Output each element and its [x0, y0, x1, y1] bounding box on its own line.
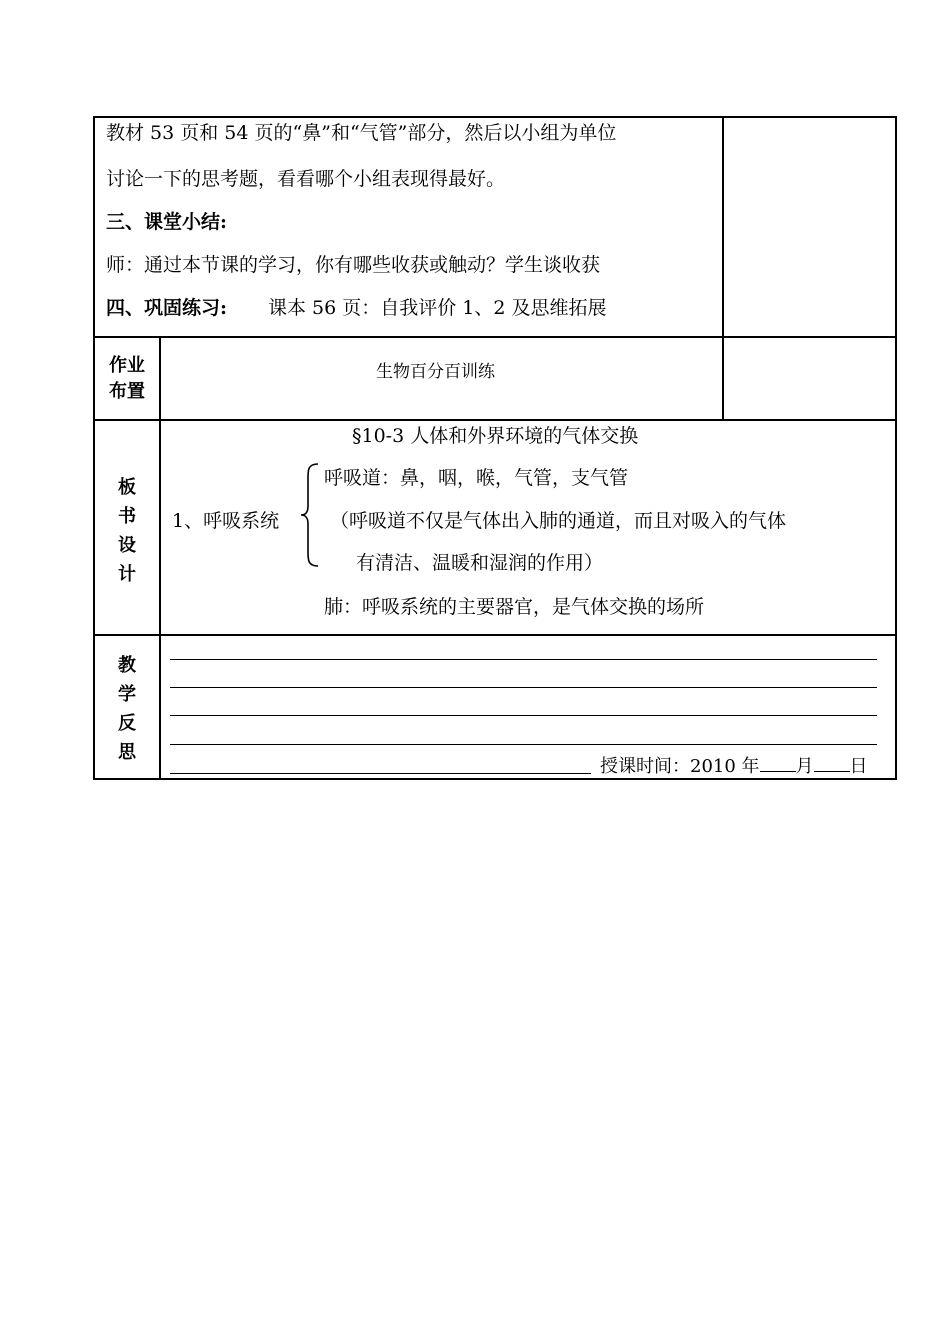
- lesson-date-prefix: 授课时间：2010 年: [600, 756, 760, 777]
- lesson-date: [600, 753, 868, 779]
- respiratory-tract-note: 有清洁、温暖和湿润的作用）: [356, 552, 604, 574]
- reflection-label-char: 思: [118, 742, 136, 763]
- practice-text: 课本 56 页：自我评价 1、2 及思维拓展: [268, 297, 607, 319]
- reflection-label-char: 学: [118, 684, 136, 705]
- row-divider: [93, 419, 897, 421]
- reflection-label-char: 教: [118, 655, 136, 676]
- board-label-char: 书: [118, 506, 136, 527]
- homework-content: 生物百分百训练: [376, 362, 495, 382]
- board-design-label: [96, 473, 158, 589]
- respiratory-tract-text: 呼吸道：鼻，咽，喉，气管，支气管: [324, 467, 629, 489]
- homework-label-line: 作业: [109, 355, 145, 376]
- reflection-line: [170, 773, 591, 774]
- reflection-label-char: 反: [118, 713, 136, 734]
- board-label-char: 设: [118, 535, 136, 556]
- day-blank: [814, 753, 850, 772]
- practice-heading: 四、巩固练习:: [106, 297, 228, 319]
- board-label-char: 计: [118, 564, 136, 585]
- board-label-char: 板: [118, 477, 136, 498]
- homework-label-line: 布置: [109, 381, 145, 402]
- reflection-line: [170, 687, 877, 688]
- lesson-text-line: 教材 53 页和 54 页的“鼻”和“气管”部分，然后以小组为单位: [106, 122, 617, 144]
- month-label: 月: [795, 756, 814, 777]
- curly-brace-icon: [298, 462, 322, 568]
- homework-label: [96, 353, 158, 405]
- reflection-line: [170, 715, 877, 716]
- lesson-text-line: 讨论一下的思考题，看看哪个小组表现得最好。: [106, 168, 506, 190]
- respiratory-tract-note: （呼吸道不仅是气体出入肺的通道，而且对吸入的气体: [330, 510, 787, 532]
- board-title: §10-3 人体和外界环境的气体交换: [352, 425, 639, 447]
- lung-text: 肺：呼吸系统的主要器官，是气体交换的场所: [324, 596, 705, 618]
- reflection-label: [96, 651, 158, 767]
- reflection-line: [170, 659, 877, 660]
- column-divider: [159, 336, 161, 780]
- summary-heading: 三、课堂小结:: [106, 211, 228, 233]
- row-divider: [93, 634, 897, 636]
- month-blank: [760, 753, 796, 772]
- day-label: 日: [849, 756, 868, 777]
- respiratory-system-label: 1、呼吸系统: [172, 510, 280, 532]
- column-divider: [722, 116, 724, 420]
- summary-text: 师：通过本节课的学习，你有哪些收获或触动？学生谈收获: [106, 254, 601, 276]
- reflection-line: [170, 744, 877, 745]
- row-divider: [93, 336, 897, 338]
